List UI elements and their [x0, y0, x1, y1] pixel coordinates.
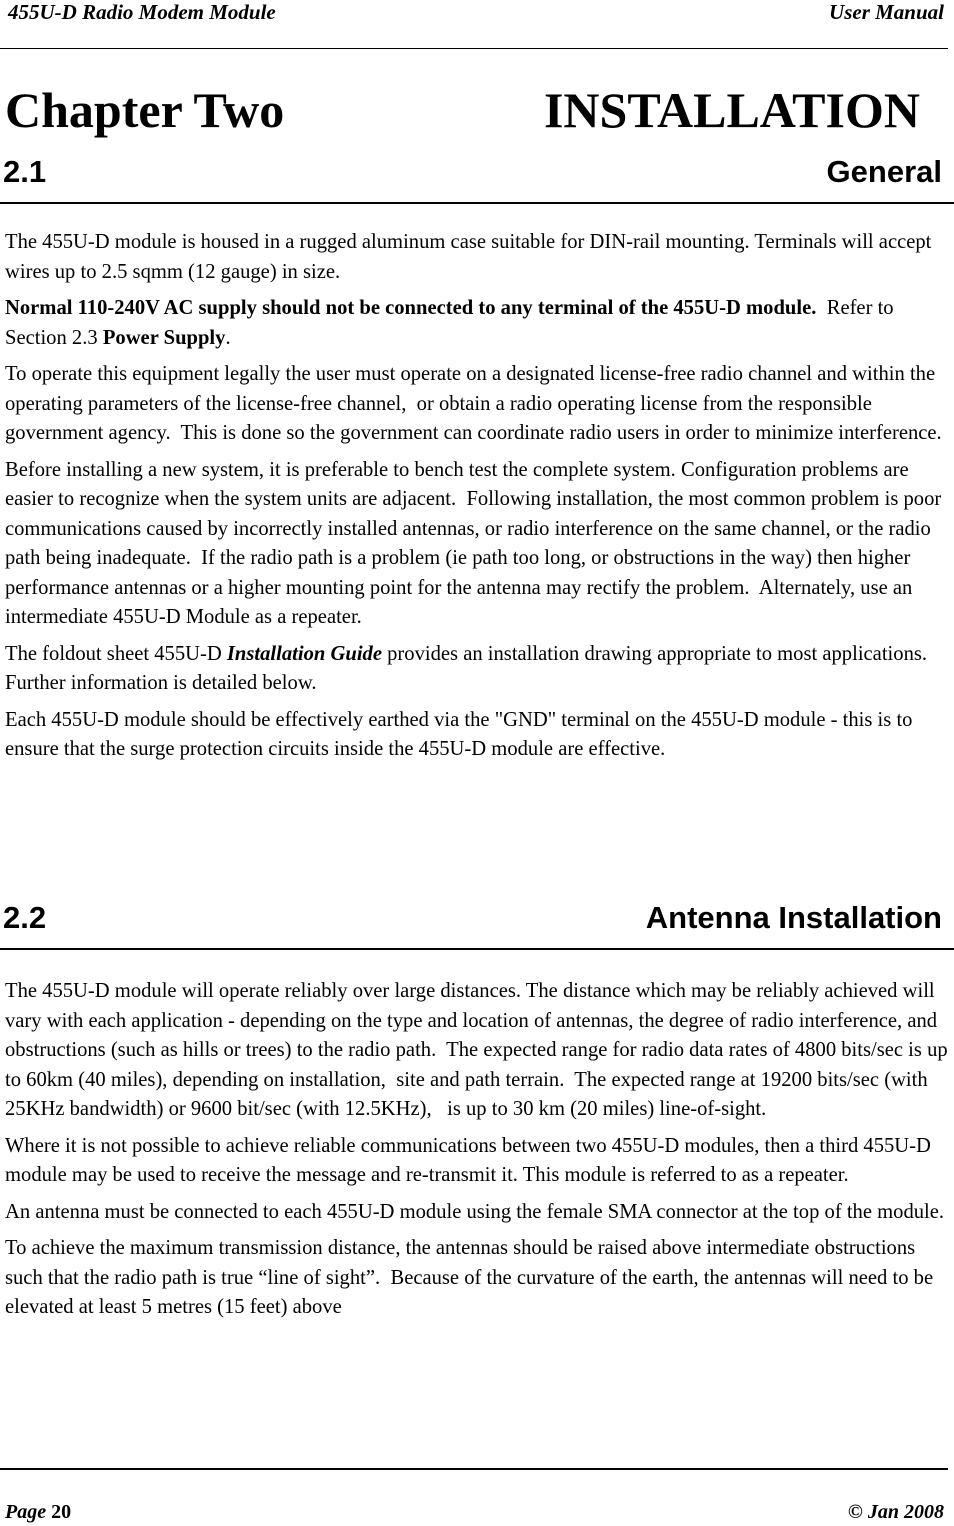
footer-rule — [0, 1468, 948, 1470]
section-number: 2.2 — [3, 900, 47, 935]
section-rule — [0, 202, 954, 204]
header-doc-type: User Manual — [829, 0, 944, 24]
paragraph: Where it is not possible to achieve reliable communications between two 455U-D modules, then a third 455U-D module may be used to receive the message and re-transmit it. This module is referred to as a repeater. — [5, 1134, 937, 1186]
section-rule — [0, 948, 954, 950]
paragraph-warning: Normal 110-240V AC supply should not be connected to any terminal of the 455U-D module. Refer to Section 2.3 Power Supply. — [5, 297, 899, 349]
chapter-label: Chapter Two — [5, 82, 285, 138]
header-rule — [0, 48, 948, 49]
paragraph: The 455U-D module is housed in a rugged aluminum case suitable for DIN-rail mounting. Terminals will accept wires up to 2.5 sqmm (12 gauge) in size. — [5, 231, 937, 283]
power-supply-reference: Power Supply — [102, 326, 226, 349]
header-doc-title: 455U-D Radio Modem Module — [8, 0, 276, 24]
chapter-heading — [5, 80, 920, 140]
page-header — [8, 0, 944, 26]
section-general-body — [5, 228, 953, 772]
page-number: 20 — [51, 1500, 72, 1523]
paragraph: An antenna must be connected to each 455U-D module using the female SMA connector at the top of the module. — [5, 1200, 945, 1223]
page-footer — [5, 1499, 944, 1525]
section-heading-antenna — [3, 896, 942, 940]
section-heading-general — [3, 150, 942, 194]
paragraph: Before installing a new system, it is preferable to bench test the complete system. Configuration problems are easier to recognize when the system units are adjacent. Following installation, the most common problem is poor communications caused by incorrectly installed antennas, or radio interference on the same channel, or the radio path being inadequate. If the radio path is a problem (ie path too long, or obstructions in the way) then higher performance antennas or a higher mounting point for the antenna may rectify the problem. Alternately, use an intermediate 455U-D Module as a repeater. — [5, 458, 947, 628]
paragraph: The 455U-D module will operate reliably over large distances. The distance which may be reliably achieved will vary with each application - depending on the type and location of antennas, the degree of radio interference, and obstructions (such as hills or trees) to the radio path. The expected range for radio data rates of 4800 bits/sec is up to 60km (40 miles), depending on installation, site and path terrain. The expected range at 19200 bits/sec (with 25KHz bandwidth) or 9600 bit/sec (with 12.5KHz), is up to 30 km (20 miles) line-of-sight. — [5, 980, 953, 1120]
paragraph: To achieve the maximum transmission distance, the antennas should be raised above intermediate obstructions such that the radio path is true “line of sight”. Because of the curvature of the earth, the antennas will need to be elevated at least 5 metres (15 feet) above — [5, 1237, 939, 1318]
section-title: Antenna Installation — [645, 900, 942, 935]
installation-guide-reference: Installation Guide — [226, 642, 382, 665]
page-number-label: Page 20 — [5, 1500, 72, 1523]
section-title: General — [826, 154, 942, 189]
warning-text: Normal 110-240V AC supply should not be connected to any terminal of the 455U-D module. — [5, 297, 817, 319]
paragraph: To operate this equipment legally the user must operate on a designated license-free radio channel and within the operating parameters of the license-free channel, or obtain a radio operating license from the responsible government agency. This is done so the government can coordinate radio users in order to minimize interference. — [5, 363, 942, 444]
section-number: 2.1 — [3, 154, 47, 189]
section-antenna-body — [5, 977, 953, 1330]
footer-date: © Jan 2008 — [847, 1500, 944, 1523]
paragraph: Each 455U-D module should be effectively earthed via the "GND" terminal on the 455U-D module - this is to ensure that the surge protection circuits inside the 455U-D module are effective. — [5, 708, 918, 760]
chapter-title: INSTALLATION — [543, 82, 920, 138]
paragraph: The foldout sheet 455U-D Installation Guide provides an installation drawing appropriate to most applications. Further information is detailed below. — [5, 642, 933, 694]
